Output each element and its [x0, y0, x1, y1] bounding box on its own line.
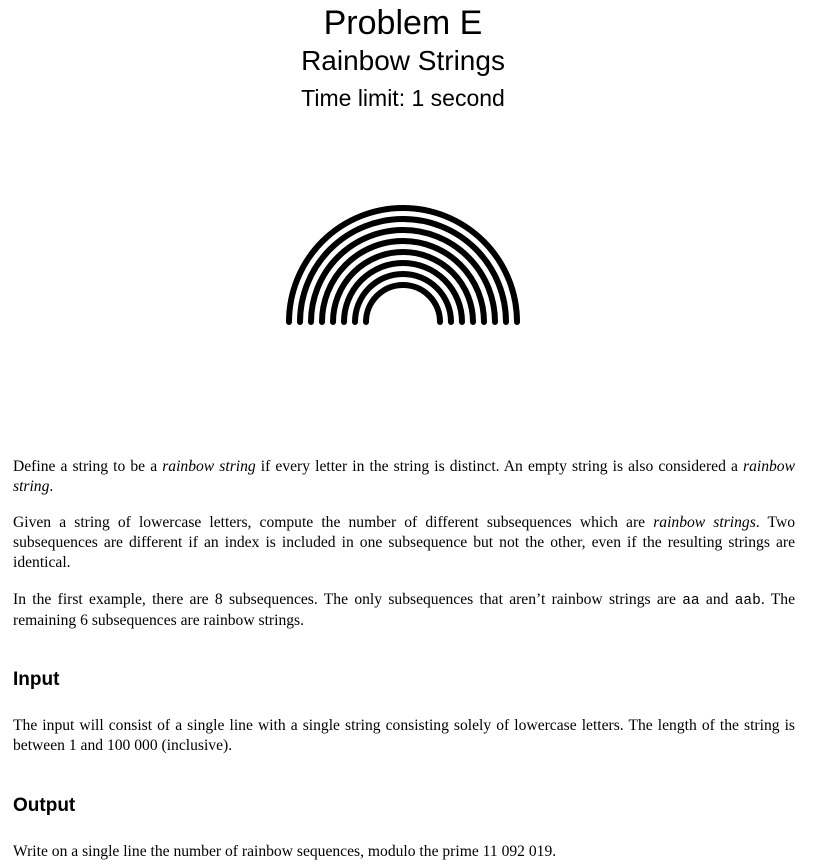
input-description: The input will consist of a single line with a single string consisting solely of lowercase letters. The length of the string is between 1 and 100 000 (inclusive). [13, 717, 795, 754]
code-aab: aab [734, 593, 761, 609]
output-description: Write on a single line the number of rainbow sequences, modulo the prime 11 092 019. [13, 843, 557, 860]
term-rainbow-string: rainbow string [13, 458, 795, 495]
problem-title: Problem E [323, 4, 483, 42]
problem-name: Rainbow Strings [301, 45, 505, 76]
time-limit: Time limit: 1 second [301, 85, 505, 111]
task-paragraph: Given a string of lowercase letters, compute the number of different subsequences which are rainbow strings. Two subsequences are different if an index is included in one subsequence but not the other, even if the resulting strings are identical. [13, 514, 796, 571]
rainbow-icon [283, 201, 523, 329]
definition-paragraph: Define a string to be a rainbow string if every letter in the string is distinct. An empty string is also considered a rainbow string. [13, 458, 795, 495]
code-aa: aa [682, 593, 700, 609]
example-paragraph: In the first example, there are 8 subsequences. The only subsequences that aren’t rainbow strings are aa and aab. The remaining 6 subsequences are rainbow strings. [13, 591, 796, 629]
term-rainbow-string: rainbow string [162, 458, 256, 475]
output-heading: Output [13, 795, 76, 816]
input-heading: Input [13, 669, 60, 690]
term-rainbow-strings: rainbow strings [653, 514, 756, 531]
